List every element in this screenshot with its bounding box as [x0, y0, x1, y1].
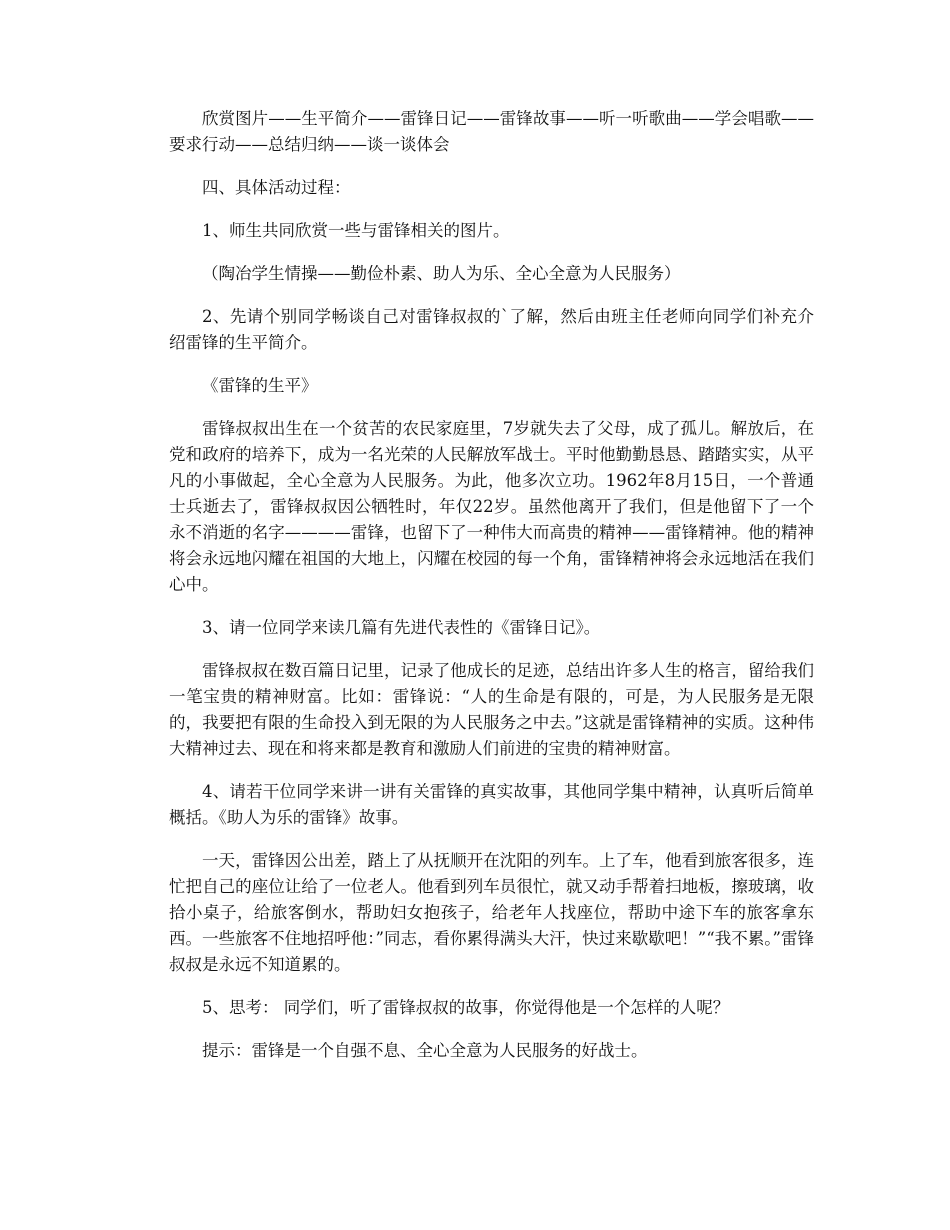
hint-paragraph: 提示：雷锋是一个自强不息、全心全意为人民服务的好战士。: [202, 1041, 648, 1060]
step-1-paragraph: 1、师生共同欣赏一些与雷锋相关的图片。: [202, 221, 510, 240]
activity-flow-paragraph: 欣赏图片——生平简介——雷锋日记——雷锋故事——听一听歌曲——学会唱歌——要求行动——总结归纳——谈一谈体会: [169, 109, 814, 154]
story-paragraph: 一天，雷锋因公出差，踏上了从抚顺开在沈阳的列车。上了车，他看到旅客很多，连忙把自己的座位让给了一位老人。他看到列车员很忙，就又动手帮着扫地板，擦玻璃，收拾小桌子，给旅客倒水，帮助妇女抱孩子，给老年人找座位，帮助中途下车的旅客拿东西。一些旅客不住地招呼他：”同志，看你累得满头大汗，快过来歇歇吧！”“我不累。”雷锋叔叔是永远不知道累的。: [169, 851, 814, 974]
document-page: [169, 106, 814, 1081]
step-2-paragraph: 2、先请个别同学畅谈自己对雷锋叔叔的`了解，然后由班主任老师向同学们补充介绍雷锋的生平简介。: [169, 307, 814, 352]
step-1-note-paragraph: （陶冶学生情操——勤俭朴素、助人为乐、全心全意为人民服务）: [202, 264, 681, 283]
step-4-paragraph: 4、请若干位同学来讲一讲有关雷锋的真实故事，其他同学集中精神，认真听后简单概括。《助人为乐的雷锋》故事。: [169, 782, 814, 827]
biography-title: 《雷锋的生平》: [202, 376, 318, 395]
step-5-paragraph: 5、思考： 同学们，听了雷锋叔叔的故事，你觉得他是一个怎样的人呢？: [202, 998, 730, 1017]
step-3-paragraph: 3、请一位同学来读几篇有先进代表性的《雷锋日记》。: [202, 618, 601, 637]
biography-paragraph: 雷锋叔叔出生在一个贫苦的农民家庭里，7岁就失去了父母，成了孤儿。解放后，在党和政府的培养下，成为一名光荣的人民解放军战士。平时他勤勤恳恳、踏踏实实，从平凡的小事做起，全心全意为人民服务。为此，他多次立功。1962年8月15日，一个普通士兵逝去了，雷锋叔叔因公牺牲时，年仅22岁。虽然他离开了我们，但是他留下了一个永不消逝的名字————雷锋，也留下了一种伟大而高贵的精神——雷锋精神。他的精神将会永远地闪耀在祖国的大地上，闪耀在校园的每一个角，雷锋精神将会永远地活在我们心中。: [169, 419, 814, 594]
diary-paragraph: 雷锋叔叔在数百篇日记里，记录了他成长的足迹，总结出许多人生的格言，留给我们一笔宝贵的精神财富。比如：雷锋说：“人的生命是有限的，可是，为人民服务是无限的，我要把有限的生命投入到无限的为人民服务之中去。”这就是雷锋精神的实质。这种伟大精神过去、现在和将来都是教育和激励人们前进的宝贵的精神财富。: [169, 661, 814, 758]
section-heading-activity-process: 四、具体活动过程：: [202, 178, 351, 197]
